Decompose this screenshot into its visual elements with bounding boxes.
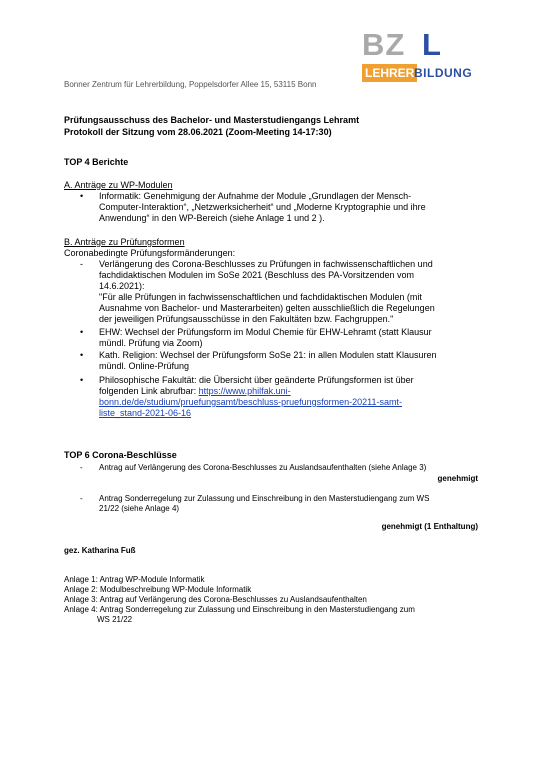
anlage-4: Anlage 4: Antrag Sonderregelung zur Zulassung und Einschreibung in den Masterstudiengang zum: [64, 605, 415, 614]
informatik-line-2: Computer-Interaktion“, „Netzwerksicherheit“ und „Moderne Kryptographie und ihre: [99, 202, 426, 212]
logo-lehrer-text: LEHRER: [362, 64, 417, 82]
top6-item-2-line-1: Antrag Sonderregelung zur Zulassung und Einschreibung in den Masterstudiengang zum WS: [99, 494, 430, 503]
anlage-3: Anlage 3: Antrag auf Verlängerung des Corona-Beschlusses zu Auslandsaufenthalten: [64, 595, 367, 604]
logo-bz-text: BZ: [362, 27, 406, 62]
corona-line-2: fachdidaktischen Modulen im SoSe 2021 (Beschluss des PA-Vorsitzenden vom: [99, 270, 415, 280]
attachments-list: [64, 575, 494, 625]
document-title: [64, 114, 359, 138]
philo-line-2-text: folgenden Link abrufbar:: [99, 386, 199, 396]
philfak-link-part-2[interactable]: bonn.de/de/studium/pruefungsamt/beschluss-pruefungsformen-20211-samt-: [99, 397, 403, 407]
dash-icon: -: [80, 494, 83, 503]
status-genehmigt-1: genehmigt: [437, 474, 478, 483]
address: Bonner Zentrum für Lehrerbildung, Poppelsdorfer Allee 15, 53115 Bonn: [64, 80, 317, 89]
status-genehmigt-2: genehmigt (1 Enthaltung): [381, 522, 478, 531]
section-b-intro: Coronabedingte Prüfungsformänderungen:: [64, 248, 236, 258]
philfak-link-part-1[interactable]: https://www.philfak.uni-: [198, 386, 291, 396]
signature: gez. Katharina Fuß: [64, 546, 136, 555]
bullet-icon: •: [80, 327, 84, 337]
corona-line-6: der jeweiligen Prüfungsausschüsse in den Fakultäten bzw. Fachgruppen.": [99, 314, 394, 324]
logo-bildung-text: BILDUNG: [414, 66, 473, 80]
philo-line-1: Philosophische Fakultät: die Übersicht über geänderte Prüfungsformen ist über: [99, 375, 414, 385]
section-a-heading: A. Anträge zu WP-Modulen: [64, 180, 173, 190]
top6-item-2-line-2: 21/22 (siehe Anlage 4): [99, 504, 180, 513]
bullet-icon: •: [80, 350, 84, 360]
title-line-2: Protokoll der Sitzung vom 28.06.2021 (Zoom-Meeting 14-17:30): [64, 127, 332, 137]
kath-line-1: Kath. Religion: Wechsel der Prüfungsform SoSe 21: in allen Modulen statt Klausuren: [99, 350, 437, 360]
anlage-2: Anlage 2: Modulbeschreibung WP-Module Informatik: [64, 585, 252, 594]
corona-line-1: Verlängerung des Corona-Beschlusses zu Prüfungen in fachwissenschaftlichen und: [99, 259, 433, 269]
top4-heading: TOP 4 Berichte: [64, 157, 129, 167]
informatik-line-1: Informatik: Genehmigung der Aufnahme der Module „Grundlagen der Mensch-: [99, 191, 412, 201]
top6-item-1-text: Antrag auf Verlängerung des Corona-Beschlusses zu Auslandsaufenthalten (siehe Anlage 3): [99, 463, 427, 472]
informatik-line-3: Anwendung“ in den WP-Bereich (siehe Anlage 1 und 2 ).: [99, 213, 325, 223]
title-line-1: Prüfungsausschuss des Bachelor- und Masterstudiengangs Lehramt: [64, 115, 360, 125]
ehw-line-2: mündl. Prüfung via Zoom): [99, 338, 203, 348]
anlage-1: Anlage 1: Antrag WP-Module Informatik: [64, 575, 205, 584]
corona-line-3: 14.6.2021):: [99, 281, 145, 291]
dash-icon: -: [80, 463, 83, 472]
ehw-line-1: EHW: Wechsel der Prüfungsform im Modul Chemie für EHW-Lehramt (statt Klausur: [99, 327, 432, 337]
philo-line-2: [99, 386, 414, 397]
bullet-icon: •: [80, 375, 84, 385]
top6-heading: TOP 6 Corona-Beschlüsse: [64, 450, 177, 460]
bzl-logo: [362, 28, 480, 84]
kath-line-2: mündl. Online-Prüfung: [99, 361, 190, 371]
section-b-heading: B. Anträge zu Prüfungsformen: [64, 237, 185, 247]
corona-line-4: "Für alle Prüfungen in fachwissenschaftlichen und fachdidaktischen Modulen (mit: [99, 292, 422, 302]
bullet-icon: •: [80, 191, 84, 201]
corona-line-5: Ausnahme von Bachelor- und Masterarbeiten) gelten ausschließlich die Regelungen: [99, 303, 435, 313]
anlage-4-cont: WS 21/22: [97, 615, 133, 624]
logo-l-text: L: [422, 27, 441, 62]
dash-icon: -: [80, 259, 83, 269]
philfak-link-part-3[interactable]: liste_stand-2021-06-16: [99, 408, 192, 418]
